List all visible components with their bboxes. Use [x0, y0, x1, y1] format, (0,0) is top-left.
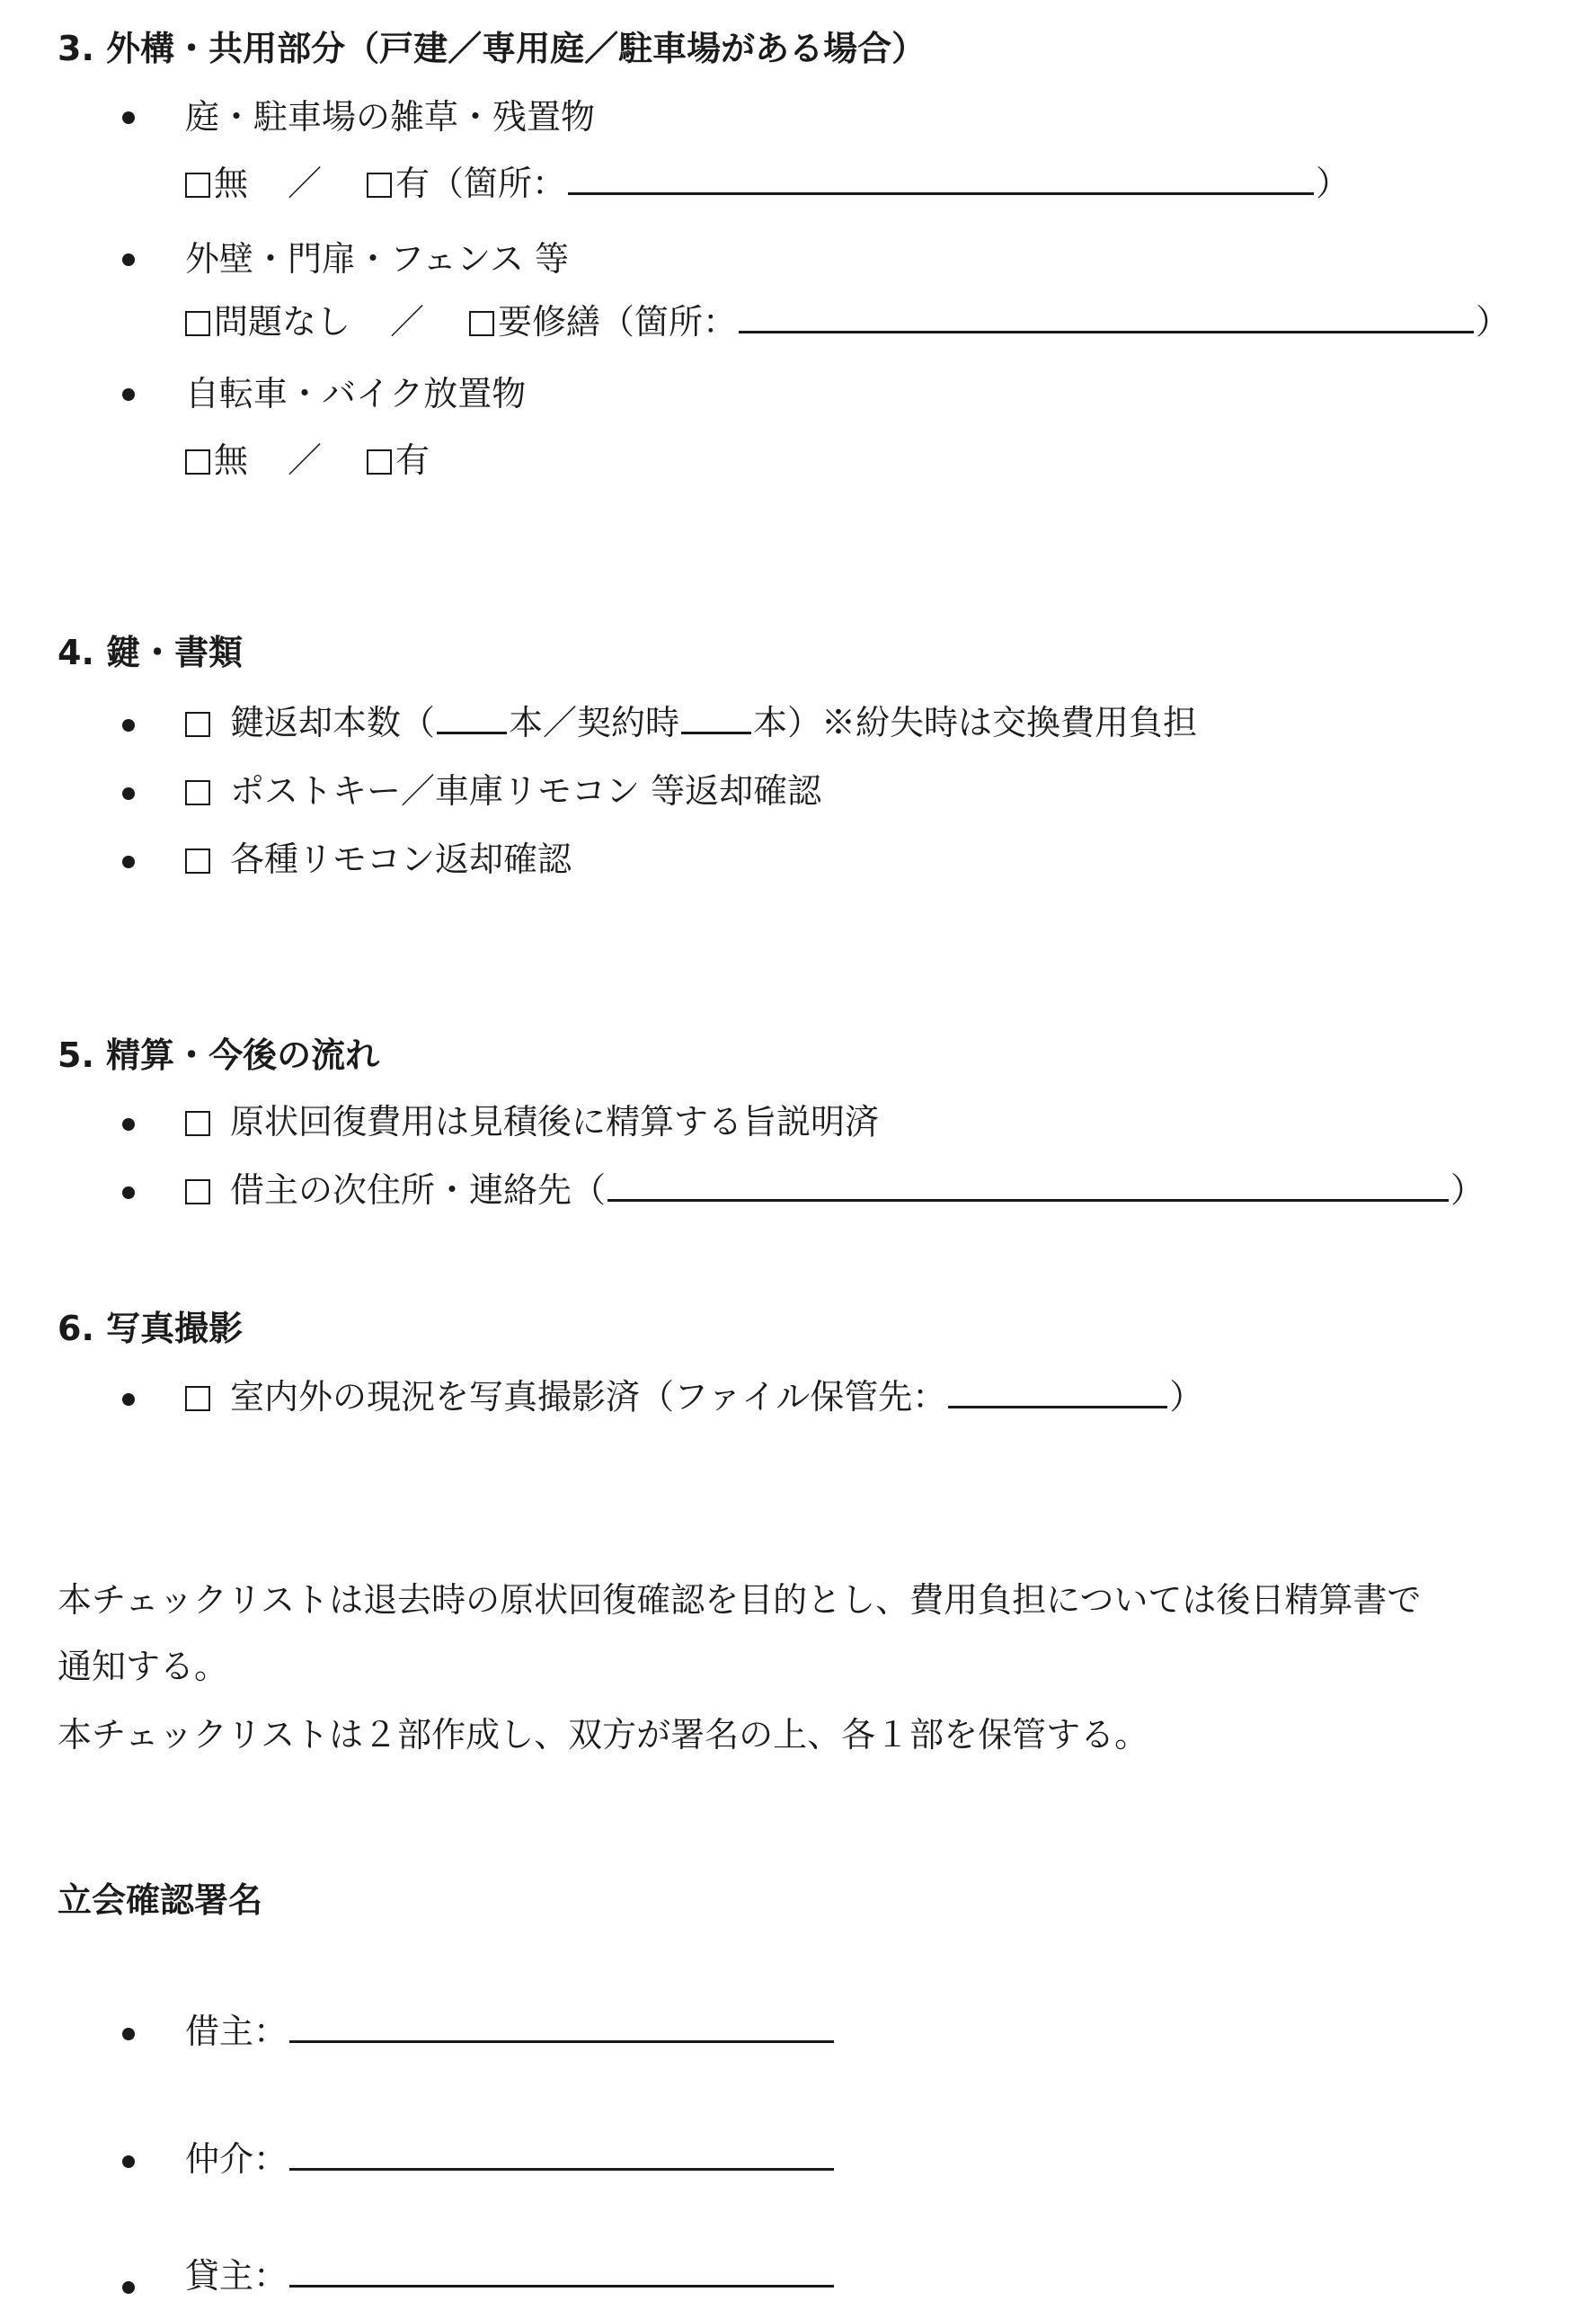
item-post-key — [185, 769, 821, 813]
returned-keys-blank[interactable] — [437, 703, 507, 734]
item-restoration-cost — [185, 1100, 879, 1143]
bullet — [122, 719, 135, 732]
bullet — [122, 2155, 135, 2168]
item-key-count — [185, 701, 1197, 744]
checkbox-present[interactable] — [367, 449, 392, 475]
bullet — [122, 787, 135, 800]
section-3-heading: 3. 外構・共用部分（戸建／専用庭／駐車場がある場合） — [58, 29, 927, 68]
checkbox-post-key[interactable] — [185, 780, 210, 805]
agent-signature-line[interactable] — [289, 2139, 834, 2171]
bullet — [122, 253, 135, 266]
contract-keys-blank[interactable] — [681, 703, 751, 734]
bullet — [122, 1118, 135, 1131]
bullet — [122, 2028, 135, 2040]
signature-landlord — [185, 2254, 836, 2297]
signatures-heading: 立会確認署名 — [58, 1880, 263, 1920]
signature-agent — [185, 2137, 836, 2181]
remotes-text: 各種リモコン返却確認 — [230, 840, 572, 879]
section-4-heading: 4. 鍵・書類 — [58, 633, 244, 672]
checkbox-none[interactable] — [185, 449, 210, 475]
photos-text: 室内外の現況を写真撮影済（ファイル保管先： — [230, 1377, 947, 1417]
close-paren: ） — [1450, 1170, 1485, 1210]
note-line-1: 本チェックリストは退去時の原状回復確認を目的とし、費用負担については後日精算書で — [58, 1580, 1422, 1620]
tenant-label: 借主： — [185, 2012, 288, 2051]
note-line-2: 通知する。 — [58, 1647, 229, 1686]
close-paren: ） — [1316, 164, 1351, 203]
close-paren: ） — [1476, 302, 1511, 342]
option-present-label: 有 — [395, 440, 430, 480]
item-remotes — [185, 838, 572, 881]
section-6-heading: 6. 写真撮影 — [58, 1309, 244, 1348]
landlord-signature-line[interactable] — [289, 2256, 834, 2288]
separator: ／ — [390, 302, 425, 342]
section-5-heading: 5. 精算・今後の流れ — [58, 1035, 380, 1075]
file-location-blank[interactable] — [948, 1377, 1167, 1408]
item-photos — [185, 1375, 1203, 1418]
bullet — [122, 856, 135, 868]
checkbox-present[interactable] — [367, 173, 392, 198]
item-exterior-walls: 外壁・門扉・フェンス 等 — [185, 239, 570, 279]
key-count-text-1: 鍵返却本数（ — [230, 703, 436, 742]
checkbox-none[interactable] — [185, 173, 210, 198]
option-none-label: 無 — [214, 440, 249, 480]
post-key-text: ポストキー／車庫リモコン 等返却確認 — [230, 771, 822, 811]
checkbox-restoration-cost[interactable] — [185, 1111, 210, 1136]
close-paren: ） — [1169, 1377, 1204, 1417]
checkbox-remotes[interactable] — [185, 848, 210, 874]
item-next-address — [185, 1168, 1485, 1212]
landlord-label: 貸主： — [185, 2256, 288, 2296]
separator: ／ — [288, 440, 323, 480]
key-count-text-3: 本）※紛失時は交換費用負担 — [753, 703, 1198, 742]
item-garden-weeds: 庭・駐車場の雑草・残置物 — [185, 97, 596, 137]
bullet — [122, 1393, 135, 1406]
bullet — [122, 111, 135, 124]
key-count-text-2: 本／契約時 — [509, 703, 680, 742]
checkbox-photos[interactable] — [185, 1386, 210, 1411]
bullet — [122, 388, 135, 401]
tenant-signature-line[interactable] — [289, 2012, 834, 2043]
option-present-label: 有（箇所： — [395, 164, 567, 203]
bullet — [122, 2281, 135, 2294]
agent-label: 仲介： — [185, 2139, 288, 2179]
bullet — [122, 1186, 135, 1199]
checkbox-next-address[interactable] — [185, 1179, 210, 1204]
option-needs-repair-label: 要修繕（箇所： — [498, 302, 738, 342]
exterior-walls-options — [185, 300, 1510, 343]
item-bicycles: 自転車・バイク放置物 — [185, 374, 527, 413]
option-no-problem-label: 問題なし — [214, 302, 351, 342]
location-blank[interactable] — [568, 164, 1314, 195]
checkbox-no-problem[interactable] — [185, 311, 210, 336]
checkbox-key-count[interactable] — [185, 712, 210, 737]
next-address-blank[interactable] — [607, 1170, 1449, 1202]
option-none-label: 無 — [214, 164, 249, 203]
signature-tenant — [185, 2010, 836, 2053]
separator: ／ — [288, 164, 323, 203]
note-line-3: 本チェックリストは２部作成し、双方が署名の上、各１部を保管する。 — [58, 1715, 1149, 1755]
checkbox-needs-repair[interactable] — [469, 311, 494, 336]
bicycles-options — [185, 439, 430, 482]
location-blank[interactable] — [739, 302, 1474, 333]
restoration-cost-text: 原状回復費用は見積後に精算する旨説明済 — [230, 1102, 880, 1142]
garden-weeds-options — [185, 162, 1350, 205]
next-address-text: 借主の次住所・連絡先（ — [230, 1170, 607, 1210]
